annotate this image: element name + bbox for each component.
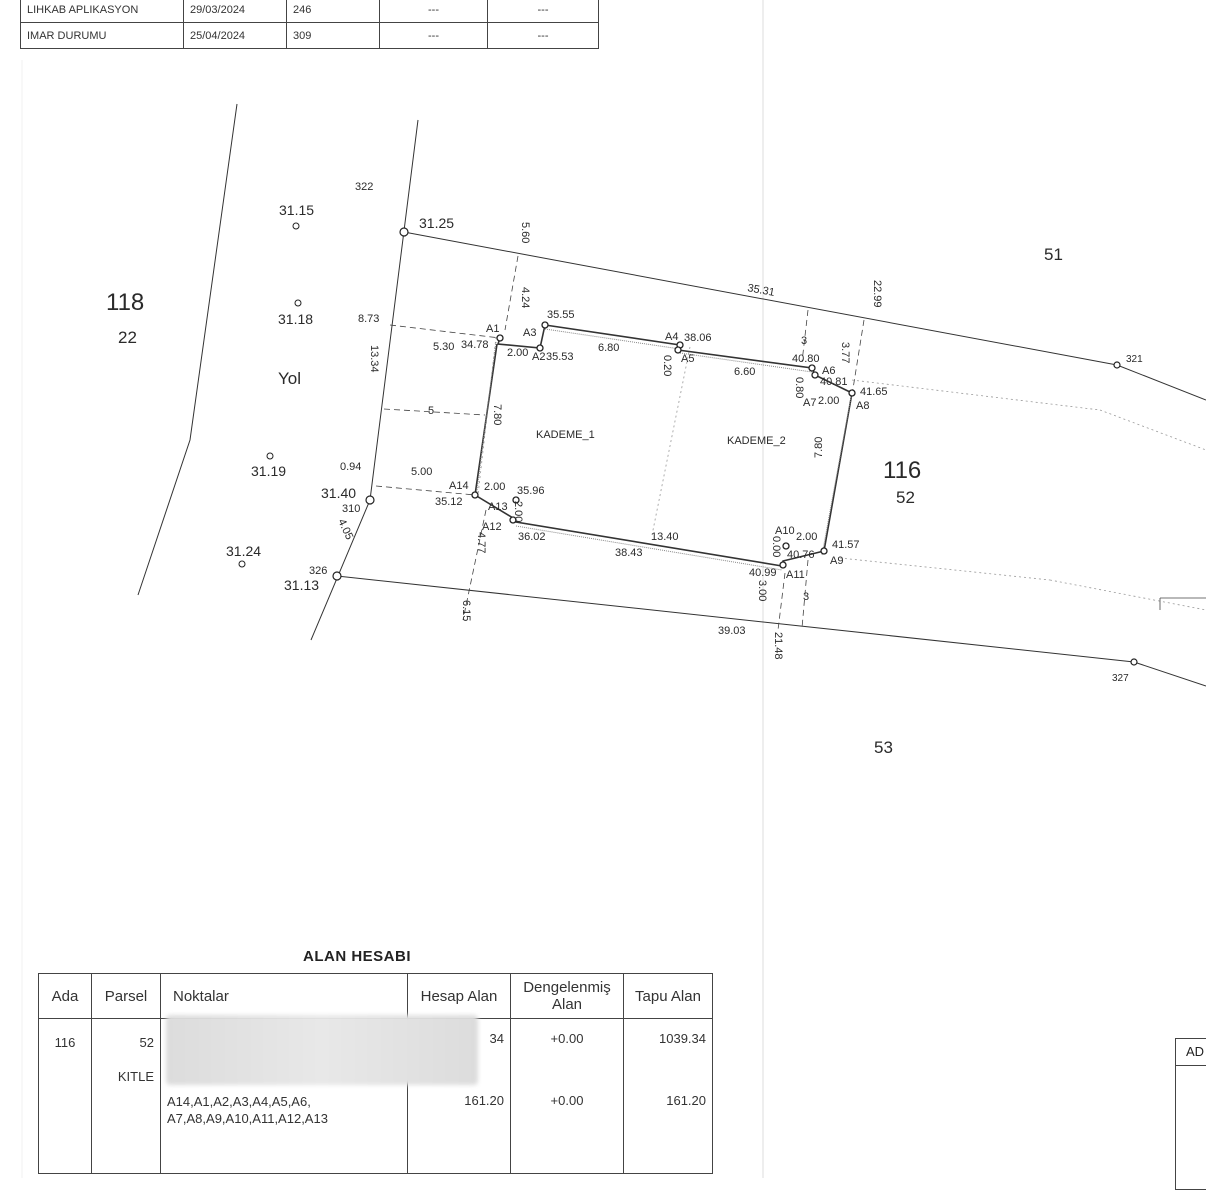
dimension-label: 7.80 [491,404,503,426]
dimension-label: 5.30 [433,341,455,353]
road-label: Yol [278,369,302,388]
dimension-label: 0.00 [770,536,782,558]
dimension-label: 6.60 [734,366,756,378]
parcel-north-boundary [404,232,1206,400]
cell-dengelenmis: +0.00 [511,1093,624,1174]
corner-elev: 40.80 [792,353,820,365]
corner-elev: 34.78 [461,339,489,351]
corner-label-a5: A5 [681,353,695,365]
dimension-label: 7.80 [813,436,825,458]
dimension-label: 0.94 [340,461,362,473]
elevation-label: 31.15 [279,202,315,218]
cell-parsel: KITLE [92,1069,161,1150]
col-tapu-alan: Tapu Alan [624,974,713,1019]
corner-elev: 36.02 [518,531,546,543]
cell-noktalar-line2: A7,A8,A9,A10,A11,A12,A13 [167,1111,328,1126]
corner-elev: 41.65 [860,386,888,398]
corner-elev: 35.12 [435,496,463,508]
parsel-22-label: 22 [118,328,137,347]
corner-label-a8: A8 [856,400,870,412]
dimension-label: 21.48 [772,632,784,660]
row-c5: --- [488,0,599,23]
corner-label-a13: A13 [488,501,508,513]
redacted-region [166,1015,478,1085]
dimension-label: 4.77 [475,532,487,554]
dimension-label: 35.31 [746,282,776,299]
parcel-51-label: 51 [1044,245,1063,264]
row-c4: --- [380,0,488,23]
cell-parsel: 52 [92,1019,161,1094]
corner-label-a11: A11 [786,569,805,581]
station-label: 321 [1126,354,1143,365]
corner-elev: 40.81 [820,376,848,388]
corner-label-a6: A6 [822,365,836,377]
dimension-label: 5 [428,405,435,417]
dimension-label: 38.43 [615,547,643,559]
row-name: LIHKAB APLIKASYON [21,0,184,23]
elevation-label: 31.13 [284,577,320,593]
corner-elev: 35.55 [547,309,575,321]
ada-116-label: 116 [883,457,922,484]
table-header-row [39,974,713,1019]
corner-elev: 41.57 [832,539,860,551]
corner-label-a2: A2 [532,351,546,363]
ada-118-label: 118 [106,289,145,316]
dimension-label: 5.00 [411,466,433,478]
corner-label-a1: A1 [486,323,500,335]
dimension-label: 0.20 [661,355,673,377]
elevation-label: 31.25 [419,215,455,231]
stage-1-label: KADEME_1 [536,429,595,441]
corner-elev: 40.76 [787,549,815,561]
corner-elev: 38.06 [684,332,712,344]
col-hesap-alan: Hesap Alan [408,974,511,1019]
cell-tapu: 1039.34 [624,1019,713,1094]
dimension-label: 2.00 [818,395,840,407]
dimension-label: 6.15 [460,600,472,622]
dimension-label: 6.80 [598,342,620,354]
stage-2-label: KADEME_2 [727,435,786,447]
col-parsel: Parsel [92,974,161,1019]
dimension-label: 39.03 [718,625,746,637]
parcel-53-label: 53 [874,738,893,757]
row-c4: --- [380,23,488,49]
corner-label-a9: A9 [830,555,844,567]
dimension-label: 3.00 [756,580,768,602]
dimension-label: 3 [803,591,810,603]
elevation-label: 31.18 [278,311,314,327]
col-noktalar: Noktalar [161,974,408,1019]
row-number: 246 [287,0,380,23]
corner-label-a4: A4 [665,331,679,343]
row-number: 309 [287,23,380,49]
row-c5: --- [488,23,599,49]
corner-label-a12: A12 [482,521,502,533]
corner-label-a7: A7 [803,397,817,409]
stub-header: AD [1176,1039,1206,1066]
dimension-label: 4.05 [335,517,356,542]
corner-elev: 35.53 [546,351,574,363]
station-label: 322 [355,181,374,193]
station-label: 326 [309,565,328,577]
corner-label-a14: A14 [449,480,469,492]
dimension-label: 2.00 [796,531,818,543]
right-table-stub [1175,1038,1206,1190]
area-table-title: ALAN HESABI [303,948,412,965]
road-edge-east [311,120,418,640]
dimension-label: 0.80 [793,377,805,399]
col-ada: Ada [39,974,92,1019]
dimension-label: 4.24 [519,287,531,309]
cell-hesap: 161.20 [408,1093,511,1174]
dimension-label: 2.00 [507,347,529,359]
elevation-label: 31.19 [251,463,287,479]
col-dengelenmis-alan: Dengelenmiş Alan [511,974,624,1019]
dimension-label: 5.60 [519,222,531,244]
cell-hesap: 34 [408,1019,511,1094]
table-row [39,1093,713,1174]
station-label: 310 [342,503,361,515]
cell-dengelenmis: +0.00 [511,1019,624,1094]
dimension-label: 22.99 [871,280,883,308]
corner-label-a3: A3 [523,327,537,339]
dimension-label: 2.00 [484,481,506,493]
dimension-label: 2.00 [512,501,524,523]
cell-ada: 116 [39,1019,92,1094]
dimension-label: 13.40 [651,531,679,543]
road-edge-west [138,104,237,595]
dimension-label: 3 [801,335,808,347]
station-label: 327 [1112,673,1129,684]
row-date: 25/04/2024 [184,23,287,49]
row-date: 29/03/2024 [184,0,287,23]
cell-tapu: 161.20 [624,1093,713,1174]
dimension-label: 3.77 [839,342,851,364]
dimension-label: 8.73 [358,313,380,325]
corner-elev: 35.96 [517,485,545,497]
parsel-52-label: 52 [896,488,915,507]
cell-noktalar-line1: A14,A1,A2,A3,A4,A5,A6, [167,1094,311,1109]
parcel-south-boundary [337,576,1206,686]
elevation-label: 31.24 [226,543,262,559]
row-name: IMAR DURUMU [21,23,184,49]
corner-elev: 40.99 [749,567,777,579]
dimension-label: 13.34 [368,345,380,373]
corner-label-a10: A10 [775,525,795,537]
elevation-label: 31.40 [321,485,357,501]
